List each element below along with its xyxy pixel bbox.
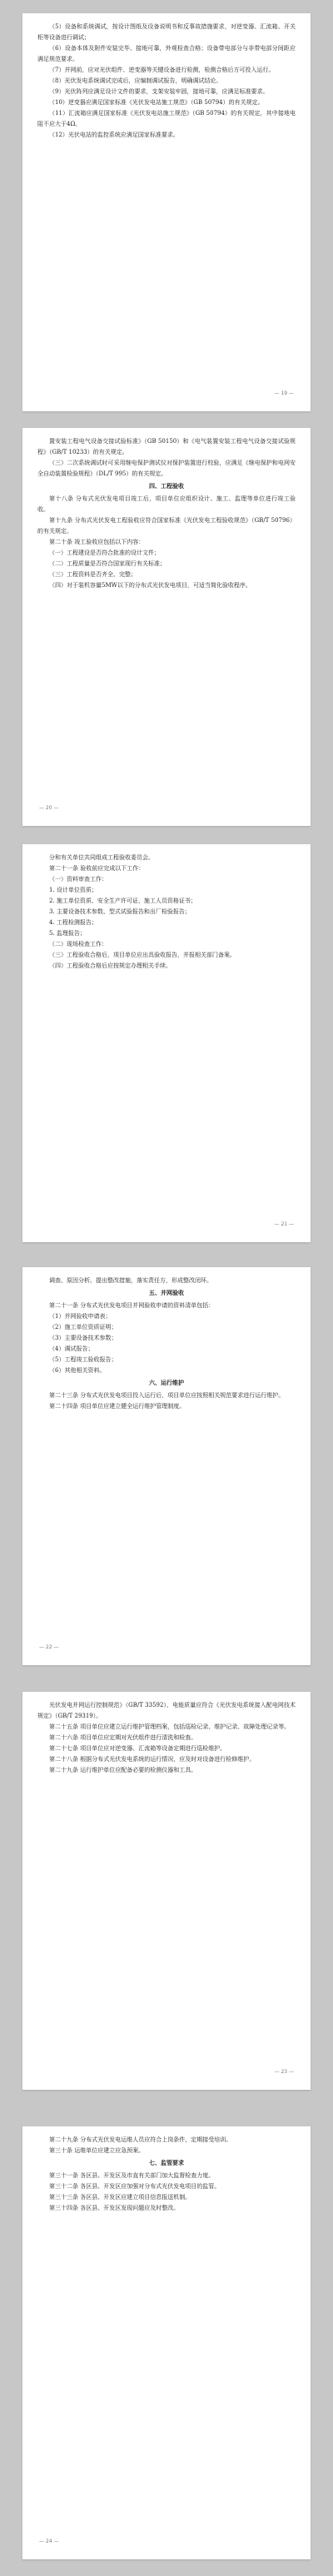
paragraph: 2. 施工单位资质、安全生产许可证、施工人员资格证书； [49,898,196,904]
paragraph: 第十九条 分布式光伏发电工程验收应符合国家标准《光伏发电工程验收规范》（GB/T 50796）的有关规定。 [37,517,296,535]
paragraph: 第三十二条 各区县、开发区应加强对分布式光伏发电项目的监管。 [49,2183,221,2190]
paragraph: 第三十一条 各区县、开发区及市直有关部门加大监督检查力度。 [49,2172,215,2179]
paragraph: 置安装工程电气设备交接试验标准》（GB 50150）和《电气装置安装工程电气设备交接试验规程》（GB/T 10233）的有关规定。 [37,438,296,455]
paragraph: 分和有关单位共同组成工程验收委员会。 [49,854,154,861]
paragraph: （三）二次系统调试时可采用继电保护测试仪对保护装置进行校验，应满足《继电保护和电网安全自动装置检验规程》（DL/T 995）的有关规定。 [37,460,296,477]
document-page [22,428,311,826]
paragraph: 第二十九条 运行维护单位应配备必要的检测仪器和工具。 [49,1767,197,1773]
paragraph: （6）其他相关资料。 [49,1367,106,1374]
paragraph: 第二十六条 项目单位应定期对光伏组件进行清洗和检查。 [49,1734,197,1741]
paragraph: （四）对于装机容量5MW以下的分布式光伏发电项目，可适当简化验收程序。 [49,582,251,589]
paragraph: （三）工程资料是否齐全、完整； [49,571,137,578]
section-heading: 五、并网验收 [149,1290,184,1296]
paragraph: 3. 主要设备技术参数、型式试验报告和出厂检验报告； [49,908,191,915]
paragraph: 第二十条 竣工验收应包括以下内容： [49,539,145,545]
paragraph: （4）调试报告； [49,1345,94,1352]
paragraph: 调查、原因分析、提出整改措施，落实责任方，形成整改闭环。 [49,1277,212,1284]
document-page [22,1692,311,2090]
document-page [22,2126,311,2559]
paragraph: （一）资料审查工作： [49,876,107,883]
paragraph: 第二十三条 分布式光伏发电项目投入运行后，项目单位应按照相关规范要求进行运行维护。 [49,1392,285,1399]
document-page [22,13,311,411]
page-content [37,22,296,141]
section-heading: 七、监管要求 [149,2160,184,2166]
paragraph: （5）设备和系统调试，按设计图纸及设备说明书和反事故措施要求，对逆变器、汇流箱、开关柜等设备进行调试； [37,23,296,41]
document-page [22,1267,311,1665]
paragraph: （3）主要设备技术参数； [49,1335,117,1341]
paragraph: （四）工程验收合格后应按规定办理相关手续。 [49,962,171,969]
page-number: — 22 — [39,1644,59,1650]
paragraph: （9）光伏阵列应满足设计文件的要求，支架安装牢固，接地可靠，应满足标准要求。 [49,88,269,95]
section-heading: 四、工程验收 [149,483,184,490]
page-number: — 24 — [39,2539,59,2544]
paragraph: 第十八条 分布式光伏发电项目竣工后，项目单位应组织设计、施工、监理等单位进行竣工验收。 [37,495,296,513]
page-number: — 23 — [274,2069,294,2075]
page-content [37,2135,296,2214]
paragraph: 光伏发电并网运行控制规范》（GB/T 33592）、电能质量应符合《光伏发电系统接入配电网技术规定》（GB/T 29319）。 [37,1702,296,1719]
paragraph: （2）施工单位资质证明； [49,1324,117,1330]
paragraph: （10）逆变器应满足国家标准《光伏发电站施工规范》（GB 50794）的有关规定。 [49,99,264,106]
paragraph: （三）工程验收合格后，项目单位应出具验收报告，并报相关部门备案。 [49,952,236,958]
paragraph: 4. 工程检测报告； [49,919,97,926]
paragraph: （7）并网前，应对光伏组件、逆变器等关键设备进行检测，检测合格后方可投入运行。 [49,67,275,73]
document-page [22,844,311,1242]
paragraph: （6）设备本体及附件安装完毕、接地可靠，外观检查合格；设备带电部分与非带电部分间距应满足规范要求。 [37,45,296,62]
page-content [37,1276,296,1412]
page-number: — 19 — [274,390,294,396]
section-heading: 六、运行维护 [149,1380,184,1386]
paragraph: （8）光伏发电系统调试完成后，应编制调试报告，明确调试结论。 [49,77,222,84]
paragraph: 第二十一条 分布式光伏发电项目并网验收申请的资料清单包括： [49,1302,215,1309]
paragraph: （5）工程竣工验收报告； [49,1356,117,1363]
paragraph: （1）并网验收申请表； [49,1313,112,1320]
paragraph: （一）工程建设是否符合批准的设计文件； [49,550,160,556]
paragraph: 第二十五条 项目单位应建立运行维护管理档案，包括巡检记录、维护记录、故障处理记录等。 [49,1723,291,1730]
paragraph: 1. 设计单位资质； [49,887,97,893]
paragraph: （二）工程质量是否符合国家现行有关标准； [49,560,166,567]
page-content [37,1700,296,1776]
paragraph: 第三十四条 各区县、开发区发现问题应及时整改。 [49,2205,180,2211]
paragraph: （二）现场检查工作： [49,941,107,947]
paragraph: 第三十条 运维单位应建立应急预案。 [49,2147,145,2154]
paragraph: （11）汇流箱应满足国家标准《光伏发电站施工规范》（GB 50794）的有关规定，其中接地电阻不应大于4Ω。 [37,110,296,127]
paragraph: 第二十一条 验收前应完成以下工作： [49,865,145,872]
page-content [37,436,296,591]
page-number: — 21 — [274,1221,294,1227]
paragraph: （12）光伏电站的监控系统应满足国家标准要求。 [49,132,179,138]
paragraph: 5. 监理报告； [49,930,86,937]
page-content [37,853,296,972]
paragraph: 第二十八条 根据分布式光伏发电系统的运行情况，应及时对设备进行检修维护。 [49,1756,256,1763]
paragraph: 第二十四条 项目单位应建立健全运行维护管理制度。 [49,1403,186,1410]
page-number: — 20 — [39,805,59,811]
paragraph: 第三十三条 各区县、开发区应建立项目信息报送机制。 [49,2194,191,2201]
paragraph: 第二十九条 分布式光伏发电运维人员应符合上岗条件，定期接受培训。 [49,2136,232,2143]
paragraph: 第二十七条 项目单位应对逆变器、汇流箱等设备定期进行巡检维护。 [49,1745,226,1752]
